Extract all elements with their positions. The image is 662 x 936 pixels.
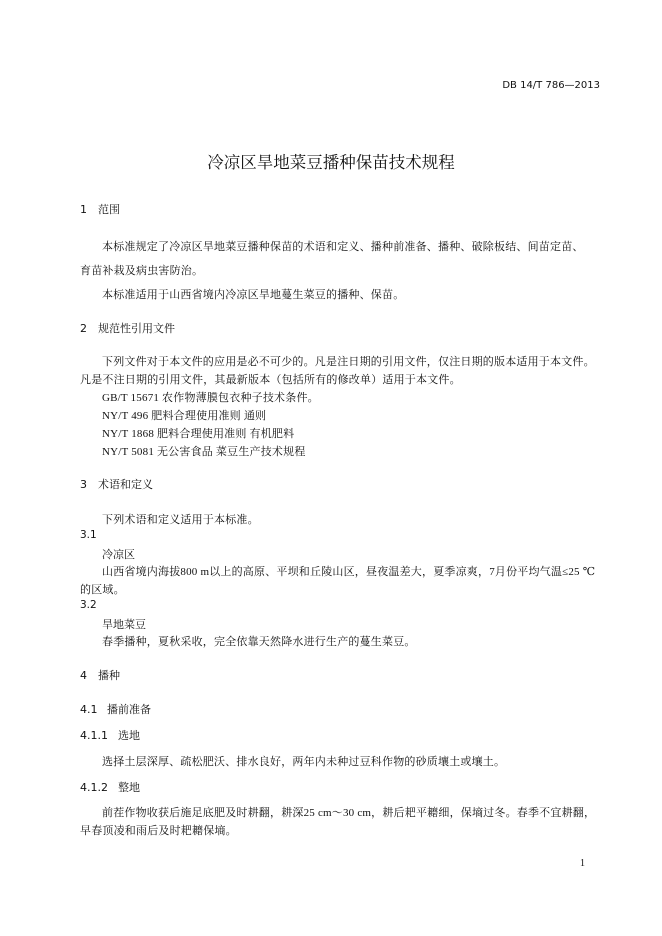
section-number: 3 <box>80 478 87 491</box>
term-title: 旱地菜豆 <box>102 618 146 631</box>
paragraph-line: 选择土层深厚、疏松肥沃、排水良好，两年内未种过豆科作物的砂质壤土或壤土。 <box>102 756 506 768</box>
reference-item: NY/T 1868 肥料合理使用准则 有机肥料 <box>102 428 295 440</box>
subsection-4-1-2-heading <box>80 779 140 795</box>
definition-line: 山西省境内海拔800 m以上的高原、平坝和丘陵山区，昼夜温差大，夏季凉爽，7月份平均气温≤25 ℃ <box>102 566 596 578</box>
paragraph-line: 本标准规定了冷凉区旱地菜豆播种保苗的术语和定义、播种前准备、播种、破除板结、间苗定苗、 <box>102 241 584 253</box>
reference-item: NY/T 496 肥料合理使用准则 通则 <box>102 410 267 422</box>
subsection-4-1-1-heading <box>80 727 140 743</box>
reference-item: NY/T 5081 无公害食品 菜豆生产技术规程 <box>102 446 306 458</box>
subsection-title: 整地 <box>118 781 140 794</box>
definition-line: 的区域。 <box>80 584 125 596</box>
subsection-number: 4.1 <box>80 703 98 716</box>
section-number: 4 <box>80 669 87 682</box>
term-title: 冷凉区 <box>102 548 135 561</box>
document-code: DB 14/T 786—2013 <box>502 80 600 91</box>
paragraph-line: 下列术语和定义适用于本标准。 <box>102 514 259 526</box>
section-title: 规范性引用文件 <box>98 322 175 335</box>
section-number: 1 <box>80 203 87 216</box>
term-number: 3.2 <box>80 599 97 611</box>
paragraph-line: 育苗补栽及病虫害防治。 <box>80 265 204 277</box>
paragraph-line: 凡是不注日期的引用文件，其最新版本（包括所有的修改单）适用于本文件。 <box>80 374 461 386</box>
paragraph-line: 本标准适用于山西省境内冷凉区旱地蔓生菜豆的播种、保苗。 <box>102 289 405 301</box>
section-1-heading <box>80 201 120 217</box>
subsection-4-1-heading <box>80 701 151 717</box>
subsection-title: 选地 <box>118 729 140 742</box>
section-2-heading <box>80 320 175 336</box>
section-title: 播种 <box>98 669 120 682</box>
paragraph-line: 前茬作物收获后施足底肥及时耕翻，耕深25 cm～30 cm，耕后耙平耱细，保墒过冬。春季不宜耕翻， <box>102 807 596 819</box>
page-title: 冷凉区旱地菜豆播种保苗技术规程 <box>207 153 455 172</box>
subsection-number: 4.1.2 <box>80 781 108 794</box>
reference-item: GB/T 15671 农作物薄膜包衣种子技术条件。 <box>102 392 319 404</box>
subsection-number: 4.1.1 <box>80 729 108 742</box>
section-number: 2 <box>80 322 87 335</box>
section-4-heading <box>80 667 120 683</box>
section-title: 范围 <box>98 203 120 216</box>
page-number: 1 <box>580 858 585 869</box>
subsection-title: 播前准备 <box>107 703 151 716</box>
section-3-heading <box>80 476 153 492</box>
section-title: 术语和定义 <box>98 478 153 491</box>
paragraph-line: 早春顶凌和雨后及时耙耱保墒。 <box>80 825 237 837</box>
term-number: 3.1 <box>80 529 97 541</box>
definition-line: 春季播种，夏秋采收，完全依靠天然降水进行生产的蔓生菜豆。 <box>102 636 416 648</box>
paragraph-line: 下列文件对于本文件的应用是必不可少的。凡是注日期的引用文件，仅注日期的版本适用于本文件。 <box>102 356 595 368</box>
